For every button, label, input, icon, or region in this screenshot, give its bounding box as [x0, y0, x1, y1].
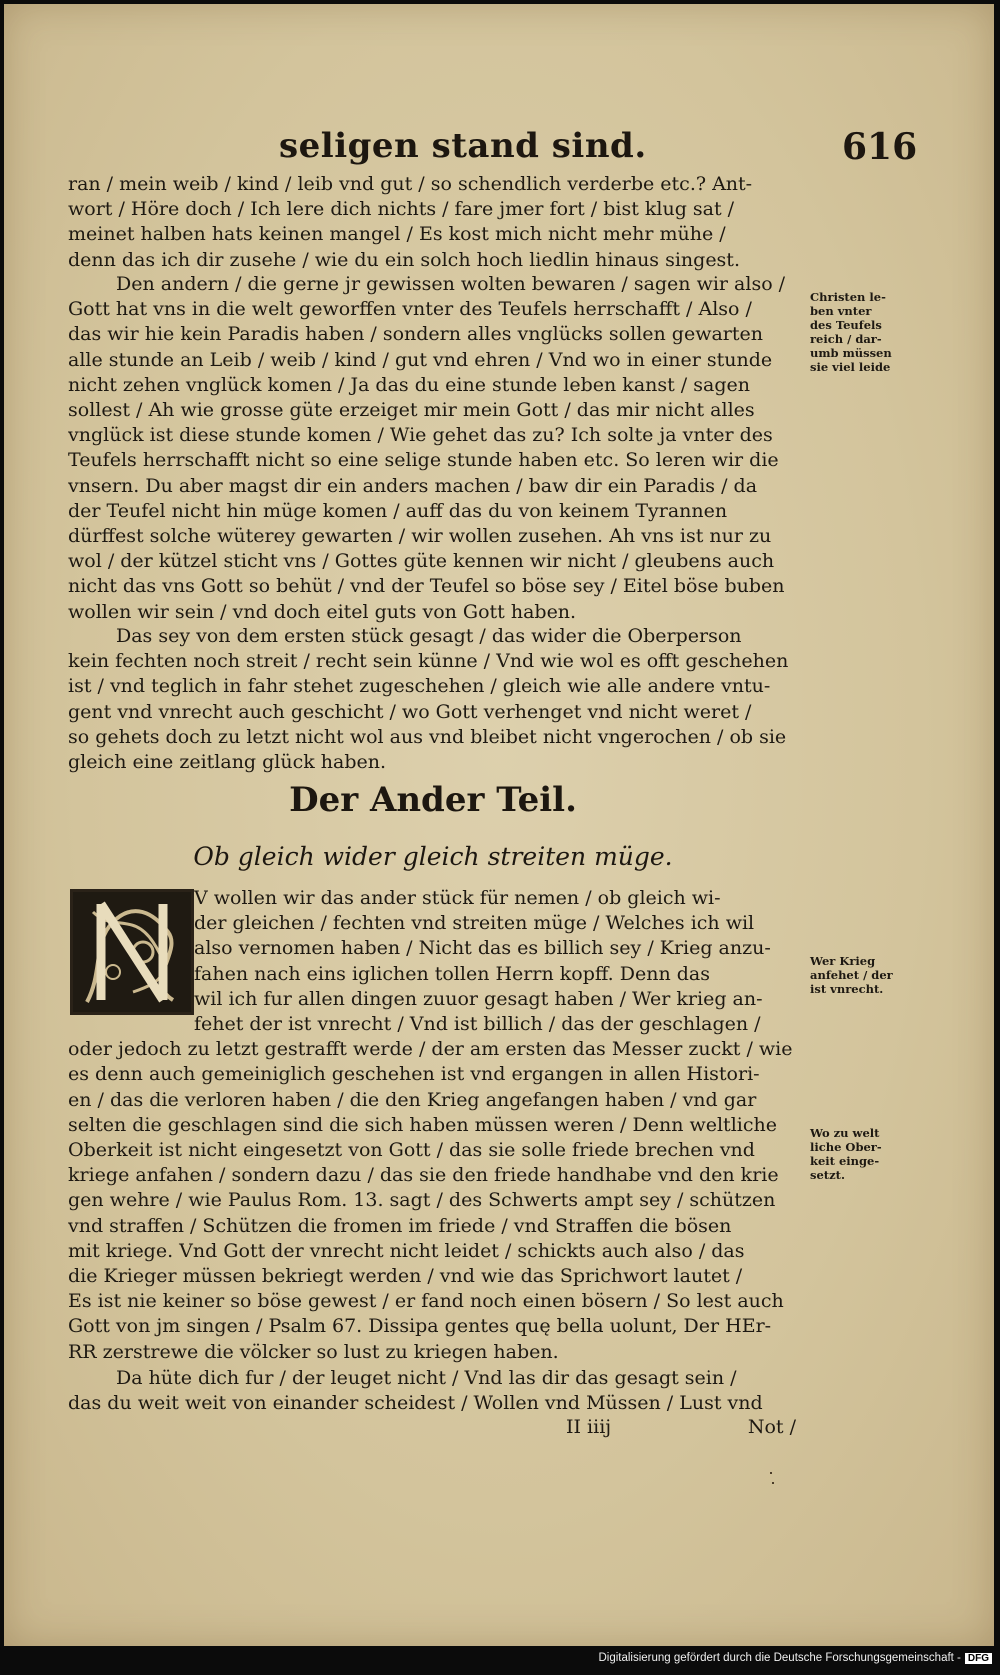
book-page	[4, 4, 994, 1646]
marginal-note-2	[810, 954, 920, 996]
digitization-footer	[598, 1652, 992, 1664]
text-line: Es ist nie keiner so böse gewest / er fand noch einen bösern / So lest auch	[68, 1290, 784, 1313]
text-line: fehet der ist vnrecht / Vnd ist billich / das der geschlagen /	[194, 1013, 761, 1035]
text-line: ran / mein weib / kind / leib vnd gut / so schendlich verderbe etc.? Ant-	[68, 173, 753, 195]
text-line: vnsern. Du aber magst dir ein anders machen / baw dir ein Paradis / da	[68, 474, 758, 497]
text-line: en / das die verloren haben / die den Krieg angefangen haben / vnd gar	[68, 1088, 757, 1111]
running-head: seligen stand sind.	[279, 126, 647, 166]
section-heading: Der Ander Teil.	[289, 780, 577, 820]
marginal-line: Wer Krieg	[810, 954, 876, 968]
text-block-5	[68, 1366, 796, 1416]
paper-speck	[772, 1482, 774, 1484]
marginal-line: liche Ober-	[810, 1140, 882, 1154]
text-line: kriege anfahen / sondern dazu / das sie den friede handhabe vnd den krie	[68, 1164, 779, 1187]
text-line: Den andern / die gerne jr gewissen wolten bewaren / sagen wir also /	[116, 273, 786, 295]
text-line: wollen wir sein / vnd doch eitel guts von Gott haben.	[68, 600, 577, 623]
section-subheading: Ob gleich wider gleich streiten müge.	[193, 842, 673, 871]
text-line: fahen nach eins iglichen tollen Herrn kopff. Denn das	[194, 962, 710, 985]
text-line: wil ich fur allen dingen zuuor gesagt haben / Wer krieg an-	[194, 987, 763, 1010]
catchword: Not /	[747, 1416, 796, 1438]
marginal-line: Wo zu welt	[810, 1126, 880, 1140]
text-line: der gleichen / fechten vnd streiten müge / Welches ich wil	[194, 912, 755, 935]
dfg-logo-icon: DFG	[965, 1653, 992, 1664]
text-line: RR zerstrewe die völcker so lust zu kriegen haben.	[68, 1340, 559, 1363]
text-line: alle stunde an Leib / weib / kind / gut vnd ehren / Vnd wo in einer stunde	[68, 348, 773, 371]
marginal-line: anfehet / der	[810, 968, 893, 982]
text-line: der Teufel nicht hin müge komen / auff das du von keinem Tyrannen	[68, 499, 728, 522]
text-line: gen wehre / wie Paulus Rom. 13. sagt / des Schwerts ampt sey / schützen	[68, 1189, 776, 1212]
marginal-line: ben vnter	[810, 304, 872, 318]
paper-speck	[770, 1472, 772, 1474]
text-line: gleich eine zeitlang glück haben.	[68, 751, 387, 774]
text-line: wort / Höre doch / Ich lere dich nichts / fare jmer fort / bist klug sat /	[68, 198, 735, 221]
marginal-line: Christen le-	[810, 290, 886, 304]
text-line: denn das ich dir zusehe / wie du ein solch hoch liedlin hinaus singest.	[68, 248, 740, 271]
text-line: die Krieger müssen bekriegt werden / vnd wie das Sprichwort lautet /	[68, 1265, 743, 1288]
marginal-note-3	[810, 1126, 920, 1182]
text-line: wol / der kützel sticht vns / Gottes güte kennen wir nicht / gleubens auch	[68, 550, 775, 573]
text-line: kein fechten noch streit / recht sein künne / Vnd wie wol es offt geschehen	[68, 650, 789, 673]
text-line: nicht das vns Gott so behüt / vnd der Teufel so böse sey / Eitel böse buben	[68, 575, 785, 598]
text-line: vnd straffen / Schützen die fromen im friede / vnd Straffen die bösen	[68, 1214, 732, 1237]
text-line: Da hüte dich fur / der leuget nicht / Vnd las dir das gesagt sein /	[116, 1367, 737, 1389]
text-block-4-initial	[194, 886, 796, 1012]
text-line: selten die geschlagen sind die sich haben müssen weren / Denn weltliche	[68, 1113, 777, 1136]
marginal-note-1	[810, 290, 920, 374]
text-block-4	[68, 1012, 796, 1365]
text-line: nicht zehen vnglück komen / Ja das du eine stunde leben kanst / sagen	[68, 373, 750, 396]
folio-number: 616	[842, 126, 918, 168]
text-line: so gehets doch zu letzt nicht wol aus vnd bleibet nicht vngerochen / ob sie	[68, 725, 787, 748]
text-line: mit kriege. Vnd Gott der vnrecht nicht leidet / schickts auch also / das	[68, 1239, 745, 1262]
marginal-line: sie viel leide	[810, 360, 891, 374]
text-line: das wir hie kein Paradis haben / sondern alles vnglücks sollen gewarten	[68, 323, 763, 346]
text-line: V wollen wir das ander stück für nemen / ob gleich wi-	[194, 887, 721, 909]
signature-mark: II iiij	[566, 1416, 612, 1438]
text-line: Gott von jm singen / Psalm 67. Dissipa gentes quę bella uolunt, Der HEr-	[68, 1315, 772, 1338]
marginal-line: des Teufels	[810, 318, 882, 332]
marginal-line: reich / dar-	[810, 332, 882, 346]
text-line: es denn auch gemeiniglich geschehen ist vnd ergangen in allen Histori-	[68, 1063, 760, 1086]
marginal-line: setzt.	[810, 1168, 845, 1182]
text-line: vnglück ist diese stunde komen / Wie gehet das zu? Ich solte ja vnter des	[68, 424, 773, 447]
text-line: Oberkeit ist nicht eingesetzt von Gott / das sie solle friede brechen vnd	[68, 1139, 755, 1162]
text-line: Das sey von dem ersten stück gesagt / das wider die Oberperson	[116, 625, 742, 647]
footer-text: Digitalisierung gefördert durch die Deutsche Forschungsgemeinschaft -	[598, 1652, 961, 1664]
text-block-2	[68, 272, 796, 625]
text-block-1	[68, 172, 796, 273]
text-line: sollest / Ah wie grosse güte erzeiget mir mein Gott / das mir nicht alles	[68, 399, 755, 422]
marginal-line: keit einge-	[810, 1154, 880, 1168]
text-block-3	[68, 624, 796, 775]
text-line: Gott hat vns in die welt geworffen vnter des Teufels herrschafft / Also /	[68, 298, 752, 321]
text-line: also vernomen haben / Nicht das es billich sey / Krieg anzu-	[194, 937, 771, 960]
text-line: oder jedoch zu letzt gestrafft werde / der am ersten das Messer zuckt / wie	[68, 1038, 793, 1061]
marginal-line: ist vnrecht.	[810, 982, 884, 996]
marginal-line: umb müssen	[810, 346, 892, 360]
text-line: ist / vnd teglich in fahr stehet zugeschehen / gleich wie alle andere vntu-	[68, 675, 771, 698]
text-line: Teufels herrschafft nicht so eine selige stunde haben etc. So leren wir die	[68, 449, 779, 472]
text-line: meinet halben hats keinen mangel / Es kost mich nicht mehr mühe /	[68, 223, 726, 246]
text-line: dürffest solche wüterey gewarten / wir wollen zusehen. Ah vns ist nur zu	[68, 525, 772, 548]
decorated-initial-n-icon	[70, 889, 194, 1015]
text-line: gent vnd vnrecht auch geschicht / wo Gott verhenget vnd nicht weret /	[68, 700, 752, 723]
text-line: das du weit weit von einander scheidest / Wollen vnd Müssen / Lust vnd	[68, 1392, 763, 1415]
